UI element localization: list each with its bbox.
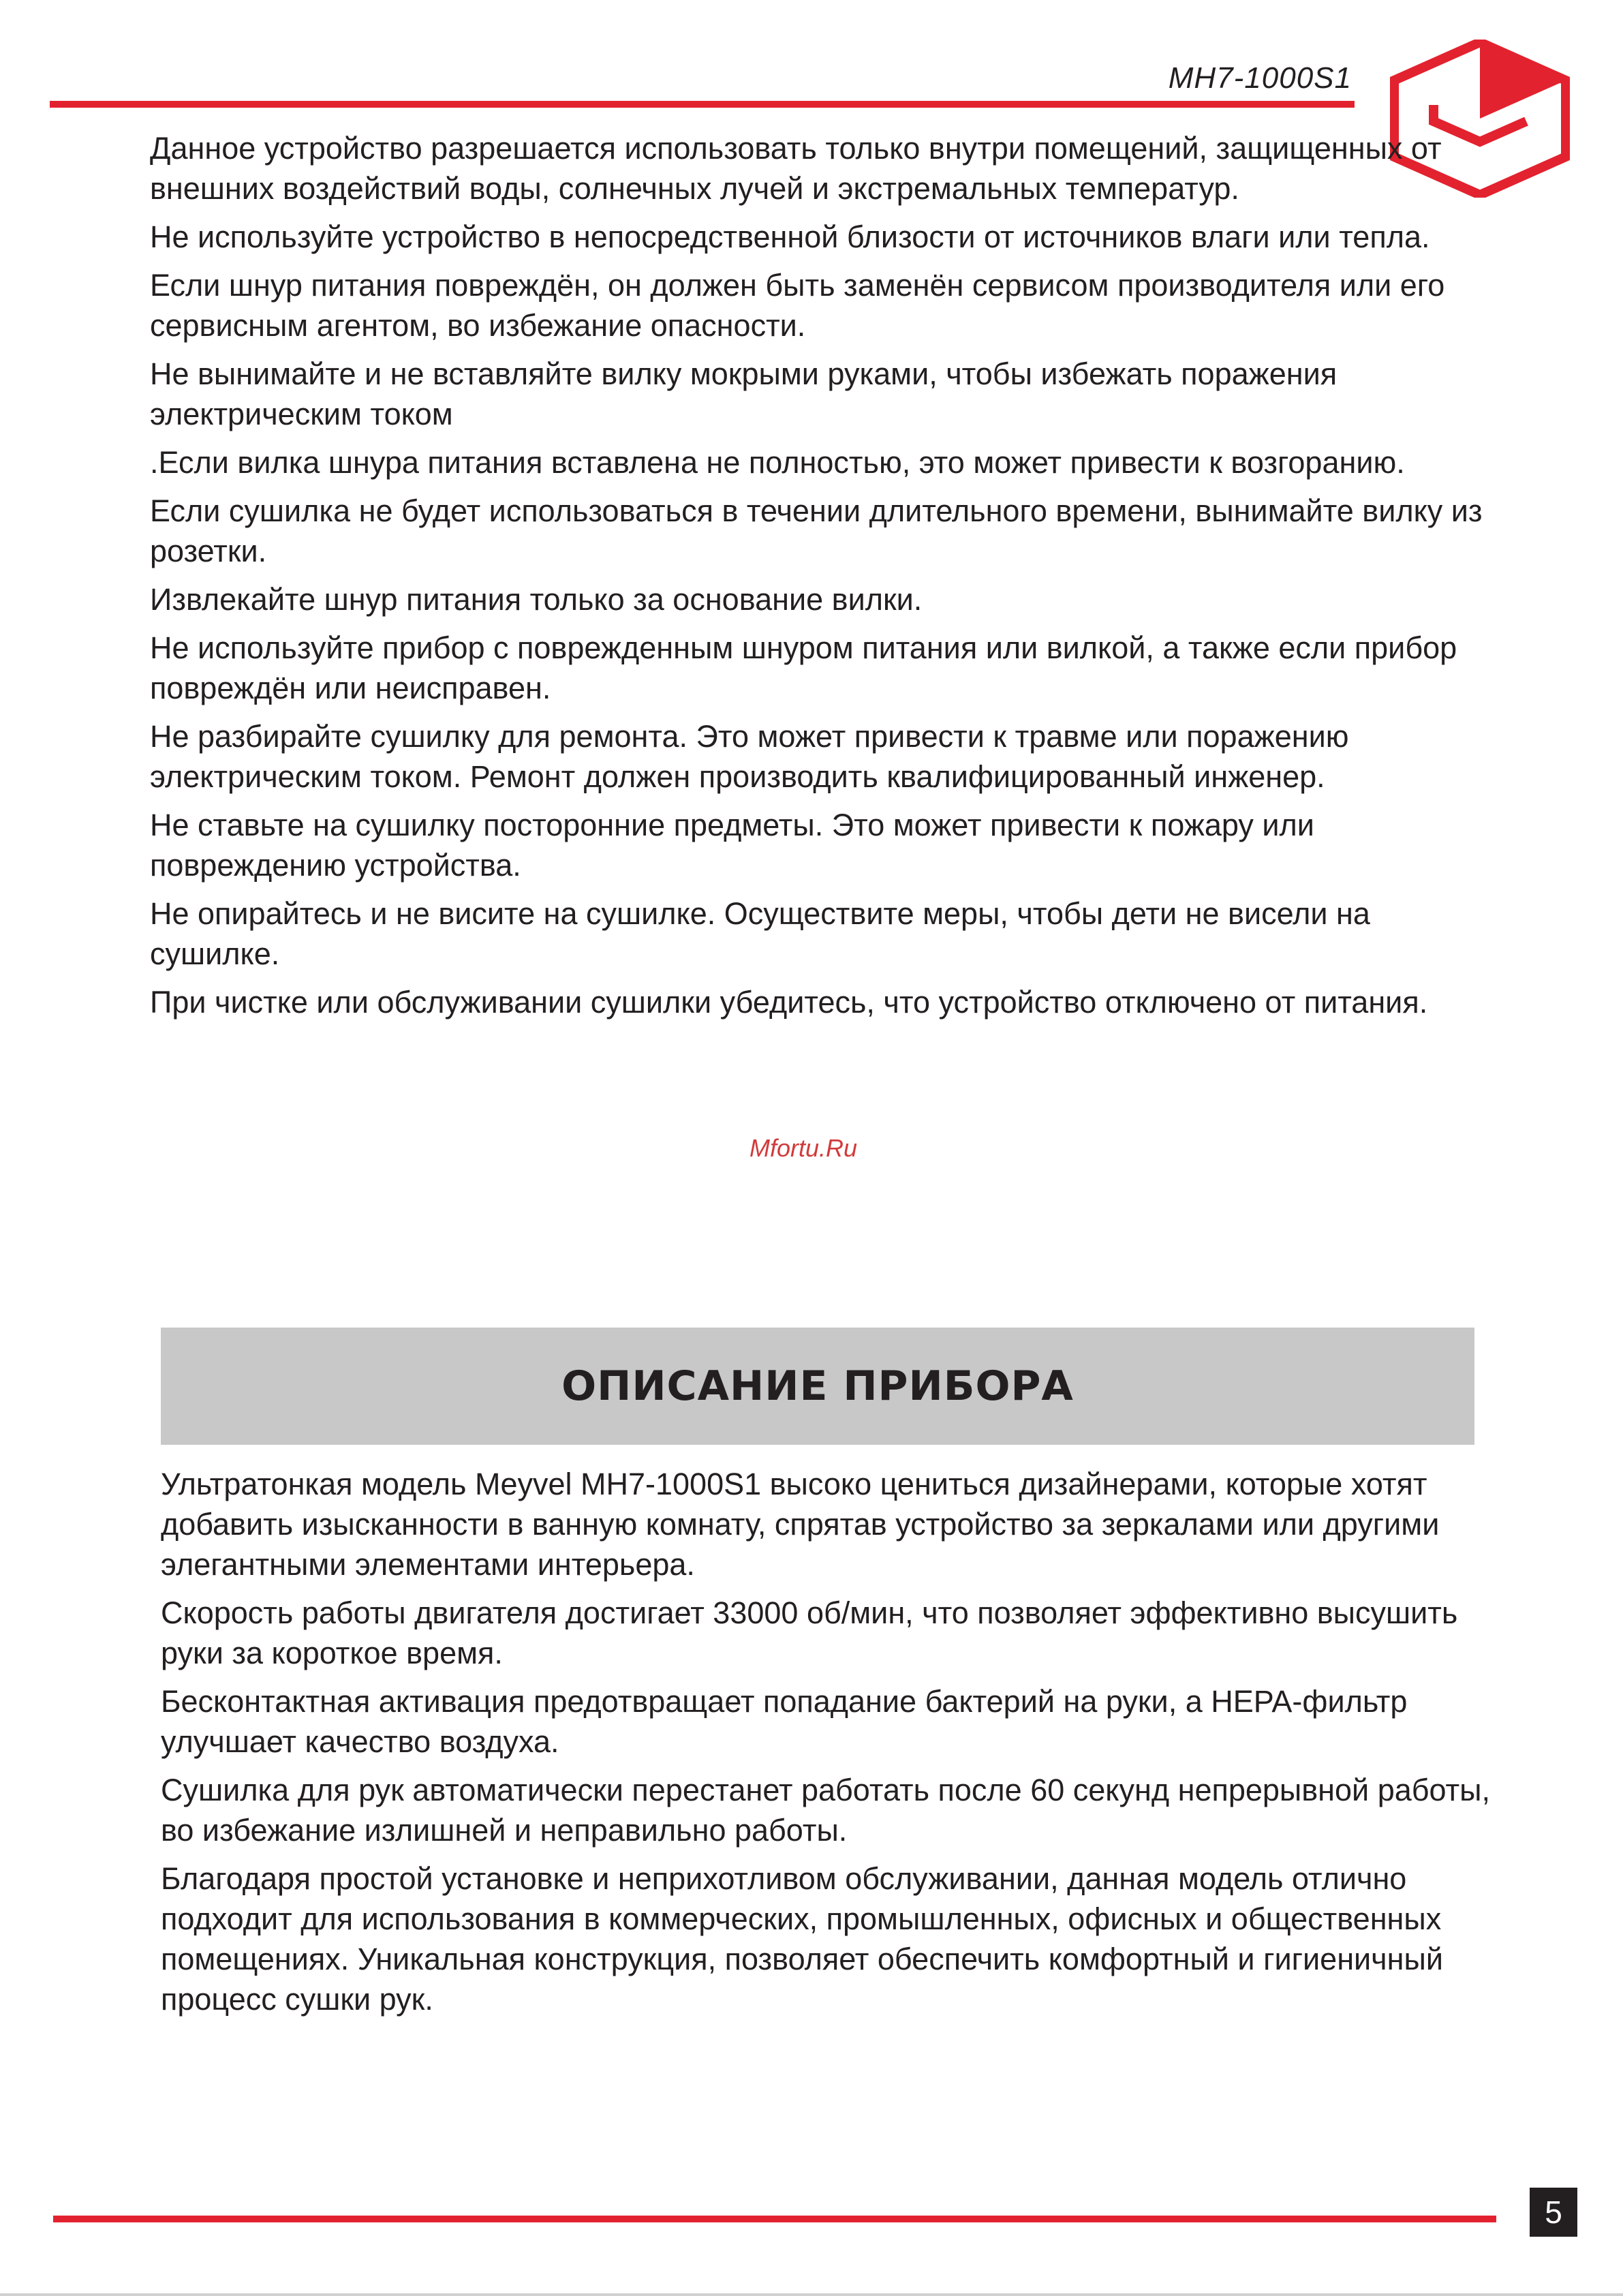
description-paragraph: Бесконтактная активация предотвращает попадание бактерий на руки, а HEPA-фильтр улучшает качество воздуха. (161, 1684, 1408, 1759)
warning-paragraph: Не используйте прибор с поврежденным шнуром питания или вилкой, а также если прибор повреждён или неисправен. (150, 630, 1457, 705)
warning-paragraph: Не разбирайте сушилку для ремонта. Это может привести к травме или поражению электрическим током. Ремонт должен производить квалифицированный инженер. (150, 719, 1349, 794)
warning-paragraph: Извлекайте шнур питания только за основание вилки. (150, 582, 923, 617)
model-label: MH7-1000S1 (1168, 61, 1352, 95)
warning-paragraph: Не вынимайте и не вставляйте вилку мокрыми руками, чтобы избежать поражения электрическим током (150, 356, 1338, 431)
warning-paragraph: Если сушилка не будет использоваться в течении длительного времени, вынимайте вилку из розетки. (150, 493, 1483, 568)
page-number: 5 (1530, 2188, 1577, 2237)
safety-warnings (150, 128, 1506, 1030)
description-paragraph: Ультратонкая модель Meyvel MH7-1000S1 высоко цениться дизайнерами, которые хотят добавить изысканности в ванную комнату, спрятав устройство за зеркалами или другими элегантными элементами интерьера. (161, 1467, 1440, 1582)
warning-paragraph: Не ставьте на сушилку посторонние предметы. Это может привести к пожару или повреждению устройства. (150, 808, 1314, 883)
description-paragraph: Благодаря простой установке и неприхотливом обслуживании, данная модель отлично подходит для использования в коммерческих, промышленных, офисных и общественных помещениях. Уникальная конструкция, позволяет обеспечить комфортный и гигиеничный процесс сушки рук. (161, 1861, 1443, 2017)
section-title: ОПИСАНИЕ ПРИБОРА (561, 1362, 1074, 1410)
warning-paragraph: Не опирайтесь и не висите на сушилке. Осуществите меры, чтобы дети не висели на сушилке. (150, 896, 1370, 971)
section-header (161, 1328, 1474, 1445)
header-divider (50, 101, 1355, 108)
description-paragraph: Скорость работы двигателя достигает 33000 об/мин, что позволяет эффективно высушить руки за короткое время. (161, 1595, 1458, 1670)
device-description (161, 1464, 1510, 2027)
description-paragraph: Сушилка для рук автоматически перестанет работать после 60 секунд непрерывной работы, во избежание излишней и неправильно работы. (161, 1773, 1491, 1848)
page-edge (0, 2293, 1623, 2296)
warning-paragraph: .Если вилка шнура питания вставлена не полностью, это может привести к возгоранию. (150, 445, 1405, 480)
footer-divider (53, 2216, 1496, 2222)
warning-paragraph: При чистке или обслуживании сушилки убедитесь, что устройство отключено от питания. (150, 985, 1428, 1020)
warning-paragraph: Данное устройство разрешается использовать только внутри помещений, защищенных от внешних воздействий воды, солнечных лучей и экстремальных температур. (150, 131, 1442, 206)
warning-paragraph: Если шнур питания повреждён, он должен быть заменён сервисом производителя или его сервисным агентом, во избежание опасности. (150, 268, 1445, 343)
watermark: Mfortu.Ru (749, 1134, 858, 1162)
warning-paragraph: Не используйте устройство в непосредственной близости от источников влаги или тепла. (150, 219, 1430, 254)
